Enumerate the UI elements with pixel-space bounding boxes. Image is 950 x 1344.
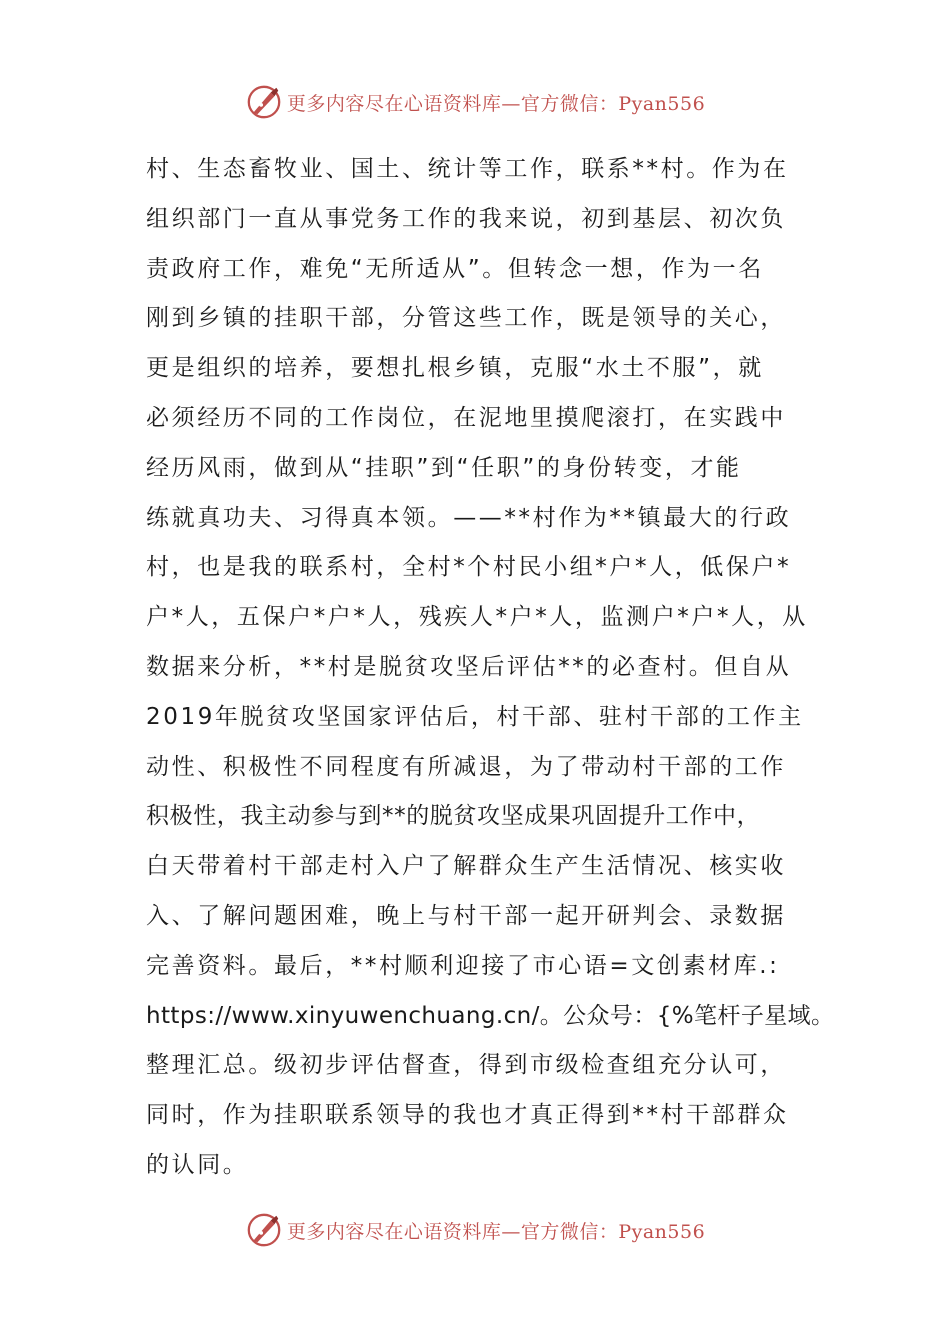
text-line: 练就真功夫、习得真本领。——**村作为**镇最大的行政 — [146, 504, 792, 531]
text-line: 完善资料。最后，**村顺利迎接了市心语=文创素材库.: — [146, 952, 780, 979]
text-line: 入、了解问题困难，晚上与村干部一起开研判会、录数据 — [146, 902, 786, 929]
text-line: 动性、积极性不同程度有所减退，为了带动村干部的工作 — [146, 753, 786, 780]
text-line: 白天带着村干部走村入户了解群众生产生活情况、核实收 — [146, 853, 786, 880]
text-line: 积极性，我主动参与到**的脱贫攻坚成果巩固提升工作中， — [146, 803, 761, 830]
text-line: 村、生态畜牧业、国土、统计等工作，联系**村。作为在 — [146, 156, 789, 182]
header-banner — [0, 82, 950, 122]
text-line: 整理汇总。级初步评估督查，得到市级检查组充分认可， — [146, 1052, 786, 1079]
text-line: 的认同。 — [146, 1151, 249, 1178]
banner-text: 更多内容尽在心语资料库—官方微信：Pyan556 — [286, 92, 706, 115]
document-body — [146, 145, 835, 1191]
text-line: 同时，作为挂职联系领导的我也才真正得到**村干部群众 — [146, 1102, 789, 1129]
pen-nib-circle-icon — [245, 83, 283, 121]
footer-banner — [0, 1210, 950, 1250]
text-line: 村，也是我的联系村，全村*个村民小组*户*人，低保户* — [146, 554, 792, 581]
text-line: 必须经历不同的工作岗位，在泥地里摸爬滚打，在实践中 — [146, 404, 786, 431]
banner-text: 更多内容尽在心语资料库—官方微信：Pyan556 — [286, 1220, 706, 1243]
text-line: 2019年脱贫攻坚国家评估后，村干部、驻村干部的工作主 — [146, 703, 804, 730]
text-line: 数据来分析，**村是脱贫攻坚后评估**的必查村。但自从 — [146, 653, 792, 680]
text-line: 户*人，五保户*户*人，残疾人*户*人，监测户*户*人，从 — [146, 604, 808, 631]
text-line-url: https://www.xinyuwenchuang.cn/。公众号：{%笔杆子星域。 — [146, 1002, 835, 1029]
text-line: 组织部门一直从事党务工作的我来说，初到基层、初次负 — [146, 205, 786, 232]
text-line: 更是组织的培养，要想扎根乡镇，克服“水土不服”，就 — [146, 355, 764, 382]
pen-nib-circle-icon — [245, 1211, 283, 1249]
text-line: 经历风雨，做到从“挂职”到“任职”的身份转变，才能 — [146, 454, 742, 481]
text-line: 刚到乡镇的挂职干部，分管这些工作，既是领导的关心， — [146, 305, 786, 332]
text-line: 责政府工作，难免“无所适从”。但转念一想，作为一名 — [146, 255, 764, 282]
